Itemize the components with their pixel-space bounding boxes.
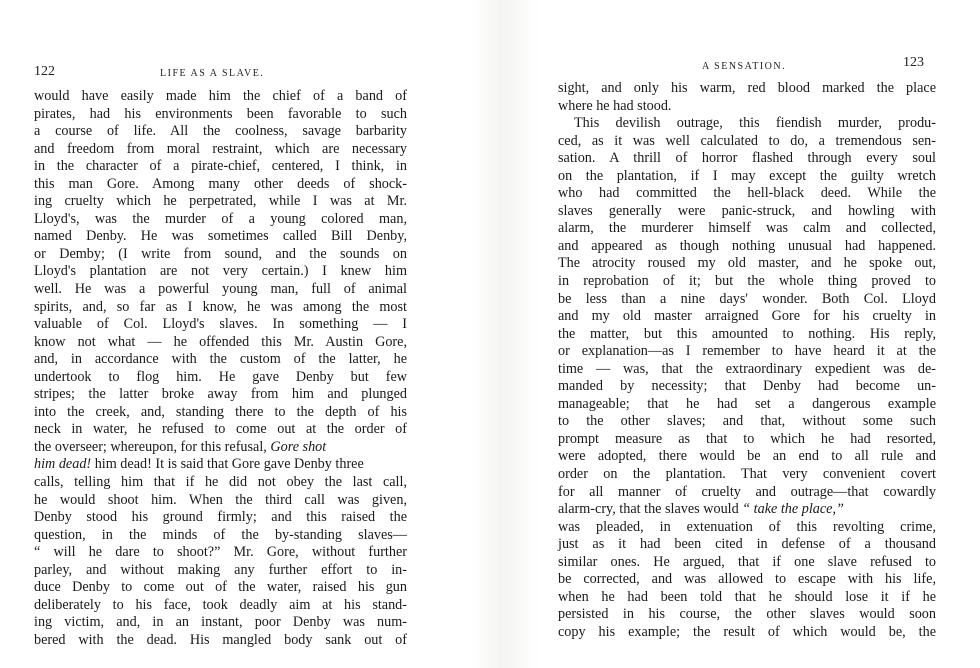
text-line: similar ones. He argued, that if one slave refused to [558,553,936,570]
text-line: and, in accordance with the custom of the latter, he [34,351,407,368]
text-line: parley, and without making any further effort to in- [34,561,407,578]
text-line: persisted in his course, the other slaves would soon [558,606,936,623]
left-page-number: 122 [34,64,55,79]
text-line: well. He was a powerful young man, full of animal [34,281,407,298]
left-page [0,0,470,668]
text-line [558,501,936,519]
text-line: manded by necessity; that Denby had become un- [558,378,936,395]
text-line: Lloyd's, was the murder of a young colored man, [34,210,407,227]
text-line: ing victim, and, in an instant, poor Denby was num- [34,614,407,631]
text-line: would have easily made him the chief of a band of [34,88,407,104]
text-line: this man Gore. Among many other deeds of shock- [34,175,407,192]
right-page [540,0,980,668]
text-line: he would shoot him. When the third call was given, [34,491,407,508]
right-running-head: A SENSATION. [702,61,787,72]
text-line: Lloyd's plantation are not very certain.) I knew him [34,263,407,280]
text-line: duce Denby to come out of the water, raised his gun [34,579,407,596]
text-line: the matter, but this amounted to nothing. His reply, [558,325,936,342]
text-line: ing cruelty which he perpetrated, while I was at Mr. [34,193,407,210]
text-line: prompt measure as that to which he had resorted, [558,430,936,447]
text-line: when he had been told that he should lose it if he [558,588,936,605]
left-running-head: LIFE AS A SLAVE. [160,68,265,79]
text-line: a course of life. All the coolness, savage barbarity [34,123,407,140]
text-line: for all manner of cruelty and outrage—that cowardly [558,483,936,500]
text-line: undertook to flog him. He gave Denby but few [34,368,407,385]
text-line [34,456,407,474]
text-line: This devilish outrage, this fiendish murder, produ- [574,115,936,132]
text-line: where he had stood. [558,97,672,114]
text-line: in reprobation of it; but the whole thing proved to [558,273,936,290]
text-segment: him dead! It is said that Gore gave Denby three [94,456,364,473]
text-line: calls, telling him that if he did not obey the last call, [34,474,407,491]
text-line: spirits, and, so far as I know, he was among the most [34,298,407,315]
text-line: pirates, had his environments been favorable to such [34,105,407,122]
text-line: named Denby. He was sometimes called Bill Denby, [34,228,407,245]
italic-phrase: Gore shot [270,438,327,455]
text-line: ced, as it was well calculated to do, a tremendous sen- [558,132,936,149]
text-line: be corrected, and was allowed to escape with his life, [558,571,936,588]
text-line [34,439,407,457]
text-segment: the overseer; whereupon, for this refusal, [34,438,267,455]
text-line: and appeared as though nothing unusual had happened. [558,237,936,254]
text-line: The atrocity roused my old master, and he spoke out, [558,255,936,272]
text-line: slaves generally were panic-struck, and howling with [558,202,936,219]
text-line: “ will he dare to shoot?” Mr. Gore, without further [34,544,407,561]
text-line: into the creek, and, standing there to the depth of his [34,403,407,420]
text-line: in the character of a pirate-chief, centered, I think, in [34,158,407,175]
text-segment: alarm-cry, that the slaves would [558,501,739,518]
text-line: were adopted, there would be an end to all rule and [558,448,936,465]
book-gutter [470,0,540,668]
text-line: copy his example; the result of which would be, the [558,623,936,640]
text-line: sight, and only his warm, red blood marked the place [558,80,936,96]
text-line: stripes; the latter broke away from him and plunged [34,386,407,403]
text-line: or Demby; (I write from sound, and the sounds on [34,245,407,262]
text-line: who had committed the hell-black deed. While the [558,185,936,202]
text-line: or explanation—as I remember to have heard it at the [558,343,936,360]
text-line: sation. A thrill of horror flashed through every soul [558,150,936,167]
italic-phrase: him dead! [34,456,92,473]
text-line: alarm, the murderer himself was calm and collected, [558,220,936,237]
text-line: be less than a nine days' wonder. Both Col. Lloyd [558,290,936,307]
text-line: bered with the dead. His mangled body sank out of [34,631,407,648]
text-line: and freedom from moral restraint, which are necessary [34,140,407,157]
text-line: was pleaded, in extenuation of this revolting crime, [558,518,936,535]
right-page-number: 123 [903,55,924,70]
left-page-text [34,88,407,650]
text-line: Denby stood his ground firmly; and this raised the [34,509,407,526]
text-line: valuable of Col. Lloyd's slaves. In something — I [34,316,407,333]
italic-phrase: “ take the place,” [742,501,844,518]
text-line: order on the plantation. That very convenient covert [558,466,936,483]
right-page-text [558,80,936,642]
text-line: manageable; that he had set a dangerous example [558,395,936,412]
text-line: know not what — he offended this Mr. Austin Gore, [34,333,407,350]
text-line: on the plantation, if I may except the guilty wretch [558,167,936,184]
text-line: to the other slaves; and that, without some such [558,413,936,430]
text-line: just as it had been cited in defense of a thousand [558,536,936,553]
text-line: time — was, that the extraordinary expedient was de- [558,360,936,377]
text-line: and my old master arraigned Gore for his cruelty in [558,308,936,325]
text-line: question, in the minds of the by-standing slaves— [34,526,407,543]
text-line: deliberately to his face, took deadly aim at his stand- [34,596,407,613]
text-line: neck in water, he refused to come out at the order of [34,421,407,438]
